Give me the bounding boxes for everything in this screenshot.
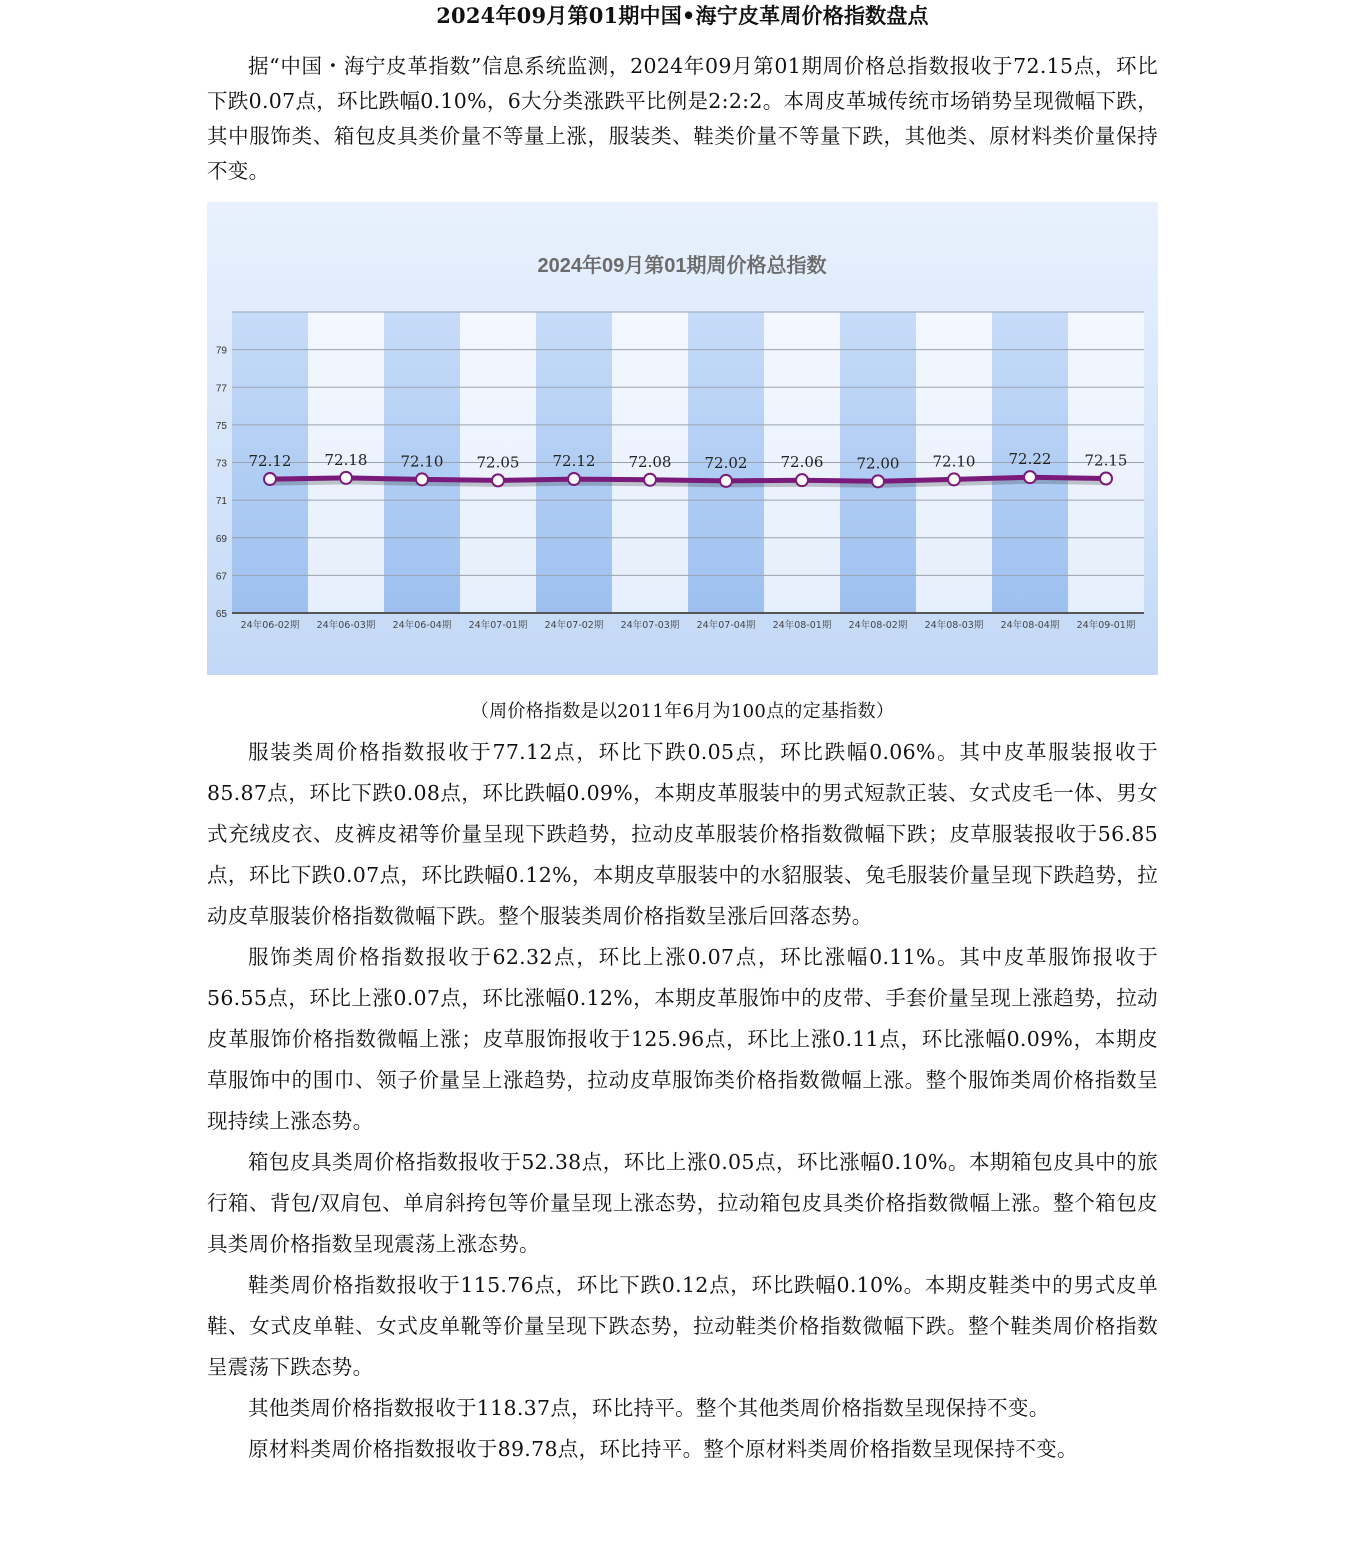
data-point <box>1100 472 1112 484</box>
x-tick-label: 24年08-01期 <box>772 620 832 631</box>
paragraph-clothing: 服装类周价格指数报收于77.12点，环比下跌0.05点，环比跌幅0.06%。其中皮革服装报收于85.87点，环比下跌0.08点，环比跌幅0.09%，本期皮革服装中的男式短款正装、女式皮毛一体、男女式充绒皮衣、皮裤皮裙等价量呈现下跌趋势，拉动皮革服装价格指数微幅下跌；皮草服装报收于56.85点，环比下跌0.07点，环比跌幅0.12%，本期皮草服装中的水貂服装、兔毛服装价量呈现下跌趋势，拉动皮草服装价格指数微幅下跌。整个服装类周价格指数呈涨后回落态势。 <box>207 740 1158 928</box>
data-point <box>264 473 276 485</box>
x-tick-label: 24年07-04期 <box>696 620 756 631</box>
data-point <box>1024 471 1036 483</box>
y-tick-label: 65 <box>215 609 227 620</box>
data-label: 72.18 <box>324 450 368 469</box>
data-label: 72.10 <box>400 452 444 471</box>
data-point <box>948 473 960 485</box>
y-tick-label: 75 <box>215 420 227 432</box>
y-tick-label: 67 <box>215 571 227 583</box>
data-label: 72.12 <box>552 452 596 471</box>
paragraph-others: 其他类周价格指数报收于118.37点，环比持平。整个其他类周价格指数呈现保持不变。 <box>248 1396 1050 1420</box>
y-tick-label: 77 <box>215 383 227 395</box>
intro-paragraph: 据“中国・海宁皮革指数”信息系统监测，2024年09月第01期周价格总指数报收于72.15点，环比下跌0.07点，环比跌幅0.10%，6大分类涨跌平比例是2:2:2。本周皮革城传统市场销势呈现微幅下跌，其中服饰类、箱包皮具类价量不等量上涨，服装类、鞋类价量不等量下跌，其他类、原材料类价量保持不变。 <box>207 54 1158 183</box>
data-label: 72.08 <box>628 452 672 471</box>
x-tick-label: 24年06-04期 <box>392 620 452 631</box>
data-point <box>492 474 504 486</box>
document-page <box>207 0 1158 1470</box>
data-label: 72.00 <box>856 454 900 473</box>
data-point <box>872 475 884 487</box>
y-tick-label: 69 <box>215 533 227 545</box>
data-label: 72.02 <box>704 453 748 472</box>
paragraph-raw-materials: 原材料类周价格指数报收于89.78点，环比持平。整个原材料类周价格指数呈现保持不变。 <box>248 1437 1078 1461</box>
data-label: 72.15 <box>1084 451 1128 470</box>
x-tick-label: 24年06-03期 <box>316 620 376 631</box>
data-point <box>720 475 732 487</box>
chart-title: 2024年09月第01期周价格总指数 <box>537 255 827 277</box>
x-tick-label: 24年07-03期 <box>620 620 680 631</box>
data-label: 72.10 <box>932 452 976 471</box>
data-point <box>568 473 580 485</box>
x-tick-label: 24年08-04期 <box>1000 620 1060 631</box>
data-label: 72.22 <box>1008 450 1052 469</box>
y-tick-label: 73 <box>215 458 227 470</box>
x-tick-label: 24年08-02期 <box>848 620 908 631</box>
document-title: 2024年09月第01期中国•海宁皮革周价格指数盘点 <box>436 3 929 28</box>
paragraph-bags: 箱包皮具类周价格指数报收于52.38点，环比上涨0.05点，环比涨幅0.10%。本期箱包皮具中的旅行箱、背包/双肩包、单肩斜挎包等价量呈现上涨态势，拉动箱包皮具类价格指数微幅上涨。整个箱包皮具类周价格指数呈现震荡上涨态势。 <box>207 1150 1158 1256</box>
data-point <box>416 473 428 485</box>
data-label: 72.06 <box>780 453 824 472</box>
y-tick-label: 71 <box>215 496 227 508</box>
x-tick-label: 24年09-01期 <box>1076 620 1136 631</box>
data-label: 72.12 <box>248 452 292 471</box>
line-chart <box>207 202 1158 675</box>
body-paragraphs <box>207 732 1158 1470</box>
x-tick-label: 24年07-01期 <box>468 620 528 631</box>
x-tick-label: 24年06-02期 <box>240 620 300 631</box>
x-tick-label: 24年08-03期 <box>924 620 984 631</box>
chart-caption: （周价格指数是以2011年6月为100点的定基指数） <box>470 701 895 722</box>
data-label: 72.05 <box>476 453 520 472</box>
y-tick-label: 79 <box>215 345 227 357</box>
data-point <box>644 474 656 486</box>
paragraph-shoes: 鞋类周价格指数报收于115.76点，环比下跌0.12点，环比跌幅0.10%。本期皮鞋类中的男式皮单鞋、女式皮单鞋、女式皮单靴等价量呈现下跌态势，拉动鞋类价格指数微幅下跌。整个鞋类周价格指数呈震荡下跌态势。 <box>207 1273 1158 1379</box>
x-tick-label: 24年07-02期 <box>544 620 604 631</box>
paragraph-accessories: 服饰类周价格指数报收于62.32点，环比上涨0.07点，环比涨幅0.11%。其中皮革服饰报收于56.55点，环比上涨0.07点，环比涨幅0.12%，本期皮革服饰中的皮带、手套价量呈现上涨趋势，拉动皮革服饰价格指数微幅上涨；皮草服饰报收于125.96点，环比上涨0.11点，环比涨幅0.09%，本期皮草服饰中的围巾、领子价量呈上涨趋势，拉动皮草服饰类价格指数微幅上涨。整个服饰类周价格指数呈现持续上涨态势。 <box>207 945 1158 1133</box>
chart-panel <box>207 202 1158 675</box>
data-point <box>340 472 352 484</box>
data-point <box>796 474 808 486</box>
